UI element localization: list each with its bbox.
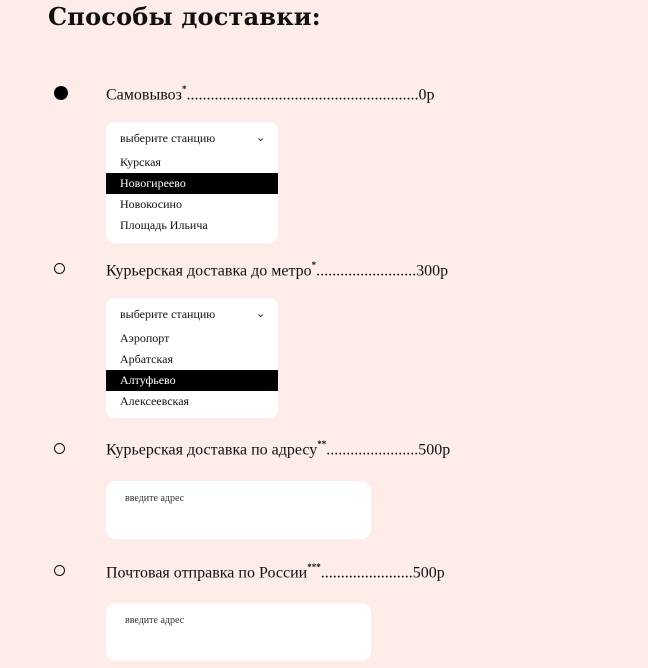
select-option[interactable]: Алексеевская bbox=[120, 394, 190, 408]
price: 500р bbox=[412, 564, 445, 582]
station-select-pickup[interactable] bbox=[106, 122, 278, 243]
select-option[interactable]: Площадь Ильича bbox=[120, 218, 208, 232]
address-input-post[interactable] bbox=[106, 603, 371, 661]
option-courier-metro-label[interactable] bbox=[106, 261, 448, 280]
option-post-russia-label[interactable] bbox=[106, 563, 445, 582]
option-pickup-label[interactable] bbox=[106, 85, 434, 104]
option-label-text: Почтовая отправка по России bbox=[106, 564, 308, 582]
select-option[interactable]: Новокосино bbox=[120, 197, 182, 211]
footnote-mark: *** bbox=[307, 562, 321, 572]
option-label-text: Самовывоз bbox=[106, 86, 182, 104]
chevron-down-icon: ⌄ bbox=[256, 131, 266, 144]
select-placeholder: выберите станцию bbox=[120, 307, 216, 321]
address-placeholder: введите адрес bbox=[125, 493, 185, 504]
leader-dots: ....................... bbox=[326, 441, 419, 459]
chevron-down-icon: ⌄ bbox=[256, 307, 266, 320]
station-select-metro[interactable] bbox=[106, 298, 278, 418]
select-option[interactable]: Арбатская bbox=[120, 352, 173, 366]
footnote-mark: * bbox=[181, 84, 187, 94]
select-option-selected[interactable]: Новогиреево bbox=[106, 173, 278, 194]
radio-courier-metro[interactable] bbox=[54, 263, 65, 274]
radio-post-russia[interactable] bbox=[54, 565, 65, 576]
select-option-selected[interactable]: Алтуфьево bbox=[106, 370, 278, 391]
select-option[interactable]: Курская bbox=[120, 155, 161, 169]
select-options-list bbox=[106, 328, 278, 412]
footnote-mark: ** bbox=[317, 439, 327, 449]
price: 500р bbox=[418, 441, 451, 459]
leader-dots: ......................... bbox=[316, 262, 417, 280]
price: 0р bbox=[418, 86, 435, 104]
address-input-courier[interactable] bbox=[106, 481, 371, 539]
select-header[interactable] bbox=[106, 126, 278, 150]
radio-pickup[interactable] bbox=[54, 86, 68, 100]
option-courier-address-label[interactable] bbox=[106, 440, 450, 459]
footnote-mark: * bbox=[311, 260, 317, 270]
price: 300р bbox=[416, 262, 449, 280]
select-placeholder: выберите станцию bbox=[120, 131, 216, 145]
option-label-text: Курьерская доставка до метро bbox=[106, 262, 312, 280]
leader-dots: ....................... bbox=[320, 564, 413, 582]
option-label-text: Курьерская доставка по адресу bbox=[106, 441, 318, 459]
select-option[interactable]: Аэропорт bbox=[120, 331, 170, 345]
page-title: Способы доставки: bbox=[48, 2, 321, 31]
select-options-list bbox=[106, 152, 278, 236]
leader-dots: .......................................................... bbox=[186, 86, 419, 104]
select-header[interactable] bbox=[106, 302, 278, 326]
radio-courier-address[interactable] bbox=[54, 443, 65, 454]
address-placeholder: введите адрес bbox=[125, 615, 185, 626]
